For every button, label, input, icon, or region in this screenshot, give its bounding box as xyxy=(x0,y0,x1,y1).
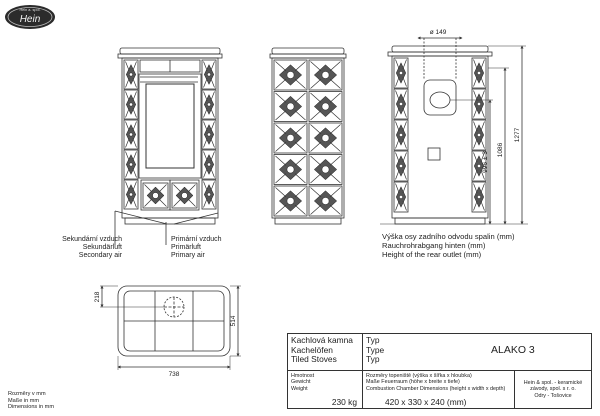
dim-flue-diameter: ø 149 xyxy=(429,29,447,36)
company-line-2: závody, spol. s r. o. xyxy=(530,386,576,393)
decor-tile xyxy=(274,92,307,122)
product-type-en: Tiled Stoves xyxy=(291,354,337,364)
secondary-air-cz: Sekundární vzduch xyxy=(62,236,122,243)
decor-tile xyxy=(394,182,408,212)
decor-tile xyxy=(202,60,216,89)
rear-outlet-en: Height of the rear outlet (mm) xyxy=(382,250,482,260)
type-label-en: Typ xyxy=(366,354,380,364)
logo-script-text: Hein xyxy=(19,14,41,25)
decor-tile xyxy=(274,186,307,216)
decor-tile xyxy=(309,123,342,153)
weight-label-de: Gewicht xyxy=(291,379,311,386)
model-cell xyxy=(363,334,592,371)
units-en: Dimensions in mm xyxy=(8,404,55,411)
decor-tile xyxy=(309,155,342,185)
product-type-cell xyxy=(288,334,363,371)
rear-outlet-de: Rauchrohrabgang hinten (mm) xyxy=(382,241,486,251)
units-de: Maße in mm xyxy=(8,397,40,404)
primary-air-labels xyxy=(171,236,261,261)
decor-tile xyxy=(309,186,342,216)
primary-air-en: Primary air xyxy=(171,252,205,260)
type-label-block xyxy=(366,336,588,365)
decor-tile xyxy=(172,183,197,208)
rear-outlet-cz: Výška osy zadního odvodu spalin (mm) xyxy=(382,232,515,241)
company-cell xyxy=(515,371,592,409)
units-cz: Rozměry v mm xyxy=(8,391,46,397)
decor-tile xyxy=(274,123,307,153)
decor-tile xyxy=(124,120,138,149)
weight-value: 230 kg xyxy=(331,396,357,407)
weight-cell xyxy=(288,371,363,409)
decor-tile xyxy=(309,60,342,90)
company-line-3: Odry - Tošovice xyxy=(534,392,572,399)
logo-top-text: Hein a. spol. xyxy=(19,8,41,12)
secondary-air-de: Sekundärluft xyxy=(82,244,122,252)
title-block xyxy=(287,333,592,409)
type-label-de: Type xyxy=(366,344,385,355)
decor-tile xyxy=(124,60,138,89)
product-type-de: Kachelöfen xyxy=(291,344,333,355)
back-view xyxy=(270,48,346,224)
decor-tile xyxy=(472,182,486,212)
decor-tile xyxy=(274,155,307,185)
primary-air-de: Primärluft xyxy=(171,244,201,252)
side-view xyxy=(380,38,528,224)
decor-tile xyxy=(274,60,307,90)
decor-tile xyxy=(472,89,486,119)
chamber-value: 420 x 330 x 240 (mm) xyxy=(385,396,467,407)
model-name: ALAKO 3 xyxy=(491,344,535,356)
product-type-cz: Kachlová kamna xyxy=(291,335,353,345)
dim-outlet-tolerance: 996 ± 3 xyxy=(482,151,489,173)
weight-label-cz: Hmotnost xyxy=(291,373,315,379)
primary-air-cz: Primární vzduch xyxy=(171,236,222,243)
top-view xyxy=(100,286,241,370)
rear-outlet-label xyxy=(382,232,582,260)
decor-tile xyxy=(124,150,138,179)
front-view xyxy=(115,48,222,245)
decor-tile xyxy=(202,90,216,119)
chamber-label-de: Maße Feuerraum (höhe x breite x tiefe) xyxy=(366,379,460,386)
type-label-cz: Typ xyxy=(366,335,380,345)
weight-label-en: Weight xyxy=(291,385,308,392)
decor-tile xyxy=(472,120,486,150)
chamber-cell xyxy=(363,371,515,409)
decor-tile xyxy=(394,151,408,181)
dim-width: 738 xyxy=(168,371,180,378)
company-logo xyxy=(5,5,55,29)
decor-tile xyxy=(394,58,408,88)
decor-tile xyxy=(202,150,216,179)
dim-outlet-height: 1086 xyxy=(497,142,504,158)
decor-tile xyxy=(202,120,216,149)
dim-depth: 514 xyxy=(230,315,237,327)
decor-tile xyxy=(472,58,486,88)
chamber-label-en: Combustion Chamber Dimensions (height x width x depth) xyxy=(366,385,506,392)
secondary-air-labels xyxy=(30,236,122,261)
decor-tile xyxy=(394,89,408,119)
chamber-label-cz: Rozměry topeniště (výška x šířka x hloubka) xyxy=(366,373,472,379)
dim-total-height: 1277 xyxy=(514,127,521,143)
decor-tile xyxy=(124,180,138,209)
secondary-air-en: Secondary air xyxy=(78,252,122,260)
units-note xyxy=(8,391,88,411)
decor-tile xyxy=(202,180,216,209)
decor-tile xyxy=(143,183,168,208)
decor-tile xyxy=(394,120,408,150)
dim-flue-offset: 218 xyxy=(94,291,101,303)
company-line-1: Hein & spol. - keramické xyxy=(523,379,583,386)
decor-tile xyxy=(309,92,342,122)
decor-tile xyxy=(124,90,138,119)
